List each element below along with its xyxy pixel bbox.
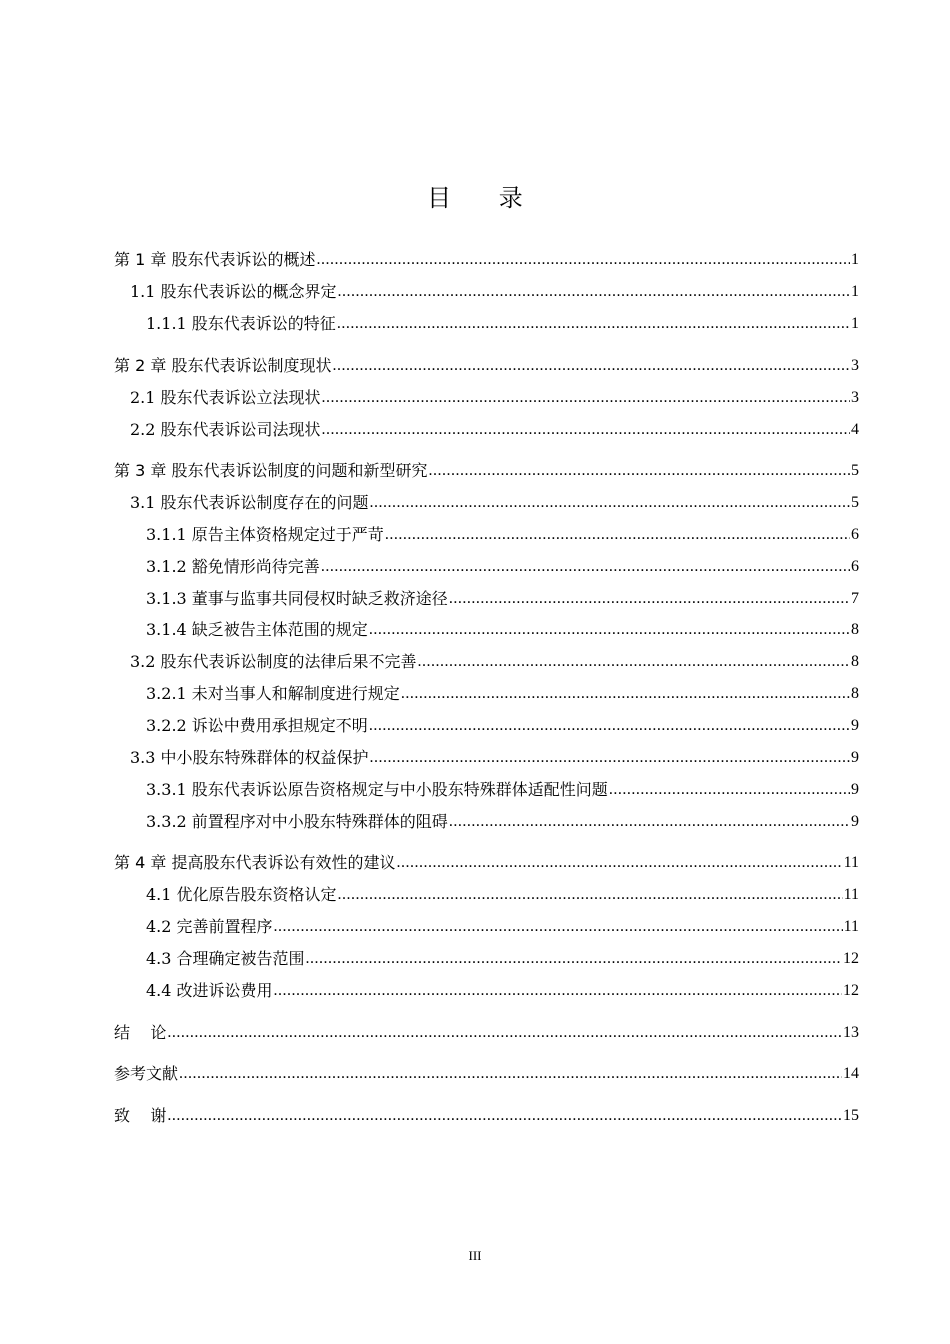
toc-entry-page: 14 [843, 1065, 859, 1082]
toc-entry[interactable] [114, 1063, 859, 1085]
toc-leader [396, 852, 842, 874]
toc-entry-page: 3 [851, 389, 859, 406]
toc-entry-title: 结 论 [114, 1023, 167, 1042]
toc-entry-page: 6 [851, 526, 859, 543]
toc-entry-title: 3.2 股东代表诉讼制度的法律后果不完善 [130, 652, 417, 671]
page-title: 目 录 [427, 184, 543, 212]
toc-entry-page: 11 [843, 886, 859, 903]
toc-entry[interactable] [130, 419, 859, 441]
toc-leader [449, 588, 850, 610]
toc-entry-title: 2.2 股东代表诉讼司法现状 [130, 420, 321, 439]
toc-entry[interactable] [114, 1105, 859, 1127]
toc-entry-title: 参考文献 [114, 1064, 179, 1083]
toc-entry[interactable] [130, 651, 859, 673]
toc-leader [316, 249, 850, 271]
toc-leader [306, 948, 842, 970]
toc-entry-title: 第 1 章 股东代表诉讼的概述 [114, 250, 316, 269]
toc-entry-title: 1.1 股东代表诉讼的概念界定 [130, 282, 337, 301]
toc-leader [370, 747, 850, 769]
toc-entry-title: 3.2.2 诉讼中费用承担规定不明 [146, 716, 368, 735]
toc-entry[interactable] [146, 715, 859, 737]
toc-entry-page: 12 [843, 982, 859, 999]
toc-leader [274, 980, 842, 1002]
toc-entry-page: 9 [851, 781, 859, 798]
toc-entry[interactable] [130, 492, 859, 514]
toc-entry-title: 1.1.1 股东代表诉讼的特征 [146, 314, 336, 333]
toc-entry[interactable] [146, 980, 859, 1002]
toc-entry-title: 4.1 优化原告股东资格认定 [146, 885, 337, 904]
toc-entry-page: 8 [851, 621, 859, 638]
toc-leader [449, 811, 850, 833]
toc-entry-title: 4.3 合理确定被告范围 [146, 949, 305, 968]
toc-entry-page: 5 [851, 494, 859, 511]
toc-entry-title: 第 4 章 提高股东代表诉讼有效性的建议 [114, 853, 396, 872]
toc-entry-page: 8 [851, 685, 859, 702]
toc-entry[interactable] [130, 387, 859, 409]
toc-leader [337, 313, 850, 335]
toc-entry-title: 3.3.1 股东代表诉讼原告资格规定与中小股东特殊群体适配性问题 [146, 780, 608, 799]
toc-entry-title: 3.1 股东代表诉讼制度存在的问题 [130, 493, 369, 512]
toc-entry-page: 8 [851, 653, 859, 670]
toc-entry-title: 3.3.2 前置程序对中小股东特殊群体的阻碍 [146, 812, 448, 831]
toc-entry[interactable] [114, 249, 859, 271]
toc-leader [332, 355, 850, 377]
toc-entry-page: 1 [851, 283, 859, 300]
toc-entry-page: 1 [851, 251, 859, 268]
toc-entry-title: 致 谢 [114, 1106, 167, 1125]
toc-leader [274, 916, 843, 938]
toc-entry[interactable] [146, 916, 859, 938]
toc-leader [322, 387, 850, 409]
toc-entry[interactable] [146, 884, 859, 906]
toc-leader [428, 460, 850, 482]
toc-entry[interactable] [146, 556, 859, 578]
toc-entry-title: 4.4 改进诉讼费用 [146, 981, 273, 1000]
toc-entry-title: 3.1.3 董事与监事共同侵权时缺乏救济途径 [146, 589, 448, 608]
toc-leader [385, 524, 850, 546]
toc-leader [338, 281, 850, 303]
toc-leader [321, 556, 850, 578]
toc-entry-page: 6 [851, 558, 859, 575]
toc-leader [179, 1063, 842, 1085]
toc-entry-page: 3 [851, 357, 859, 374]
toc-entry[interactable] [146, 811, 859, 833]
toc-entry-title: 3.1.2 豁免情形尚待完善 [146, 557, 320, 576]
toc-leader [370, 492, 850, 514]
toc-entry[interactable] [146, 619, 859, 641]
toc-entry-page: 13 [843, 1024, 859, 1041]
toc-leader [167, 1022, 842, 1044]
toc-entry[interactable] [146, 313, 859, 335]
toc-entry-title: 2.1 股东代表诉讼立法现状 [130, 388, 321, 407]
toc-entry-page: 7 [851, 590, 859, 607]
toc-entry-page: 11 [843, 854, 859, 871]
toc-entry-page: 1 [851, 315, 859, 332]
toc-entry-page: 15 [843, 1107, 859, 1124]
toc-entry[interactable] [130, 281, 859, 303]
toc-leader [609, 779, 850, 801]
toc-entry[interactable] [146, 779, 859, 801]
toc-entry-page: 11 [843, 918, 859, 935]
toc-entry-page: 9 [851, 717, 859, 734]
toc-entry[interactable] [146, 524, 859, 546]
toc-entry-page: 9 [851, 813, 859, 830]
toc-entry[interactable] [114, 355, 859, 377]
toc-entry[interactable] [114, 852, 859, 874]
toc-entry-page: 5 [851, 462, 859, 479]
toc-entry-title: 3.2.1 未对当事人和解制度进行规定 [146, 684, 400, 703]
toc-entry-title: 3.3 中小股东特殊群体的权益保护 [130, 748, 369, 767]
toc-leader [167, 1105, 842, 1127]
toc-entry[interactable] [146, 948, 859, 970]
toc-leader [369, 715, 850, 737]
toc-leader [401, 683, 850, 705]
toc-entry-title: 第 3 章 股东代表诉讼制度的问题和新型研究 [114, 461, 428, 480]
toc-leader [322, 419, 850, 441]
toc-entry[interactable] [146, 683, 859, 705]
toc-entry-page: 9 [851, 749, 859, 766]
toc-entry-title: 3.1.4 缺乏被告主体范围的规定 [146, 620, 368, 639]
toc-leader [418, 651, 850, 673]
toc-entry-title: 4.2 完善前置程序 [146, 917, 273, 936]
toc-leader [369, 619, 850, 641]
toc-entry-title: 第 2 章 股东代表诉讼制度现状 [114, 356, 332, 375]
toc-entry[interactable] [130, 747, 859, 769]
toc-leader [338, 884, 843, 906]
toc-entry[interactable] [146, 588, 859, 610]
toc-entry-page: 12 [843, 950, 859, 967]
toc-entry[interactable] [114, 1022, 859, 1044]
toc-entry-title: 3.1.1 原告主体资格规定过于严苛 [146, 525, 384, 544]
toc-entry[interactable] [114, 460, 859, 482]
toc-entry-page: 4 [851, 421, 859, 438]
page-number-footer: III [468, 1248, 482, 1263]
